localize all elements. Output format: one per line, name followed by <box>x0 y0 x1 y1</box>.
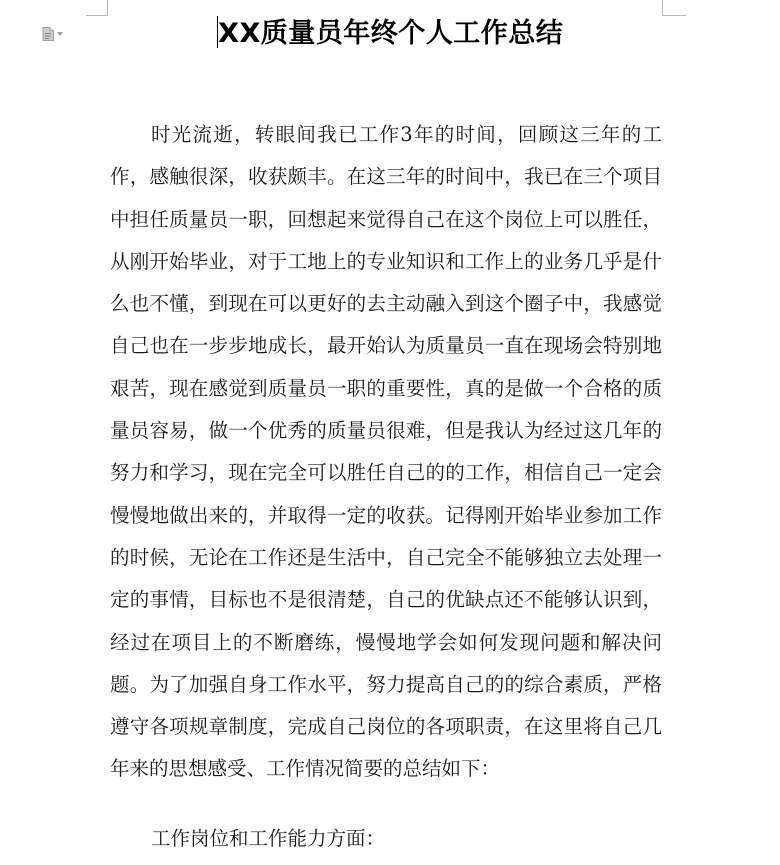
margin-crop-mark-top-left-vertical <box>107 0 108 15</box>
margin-crop-mark-top-right-vertical <box>662 0 663 15</box>
section-heading-job-position[interactable]: 工作岗位和工作能力方面： <box>151 827 386 850</box>
document-title[interactable] <box>0 14 780 54</box>
document-title-text: XX质量员年终个人工作总结 <box>218 18 564 49</box>
body-paragraph[interactable]: 时光流逝，转眼间我已工作3年的时间，回顾这三年的工作，感触很深，收获颇丰。在这三年的时间中，我已在三个项目中担任质量员一职，回想起来觉得自己在这个岗位上可以胜任，从刚开始毕业，对于工地上的专业知识和工作上的业务几乎是什么也不懂，到现在可以更好的去主动融入到这个圈子中，我感觉自己也在一步步地成长，最开始认为质量员一直在现场会特别地艰苦，现在感觉到质量员一职的重要性，真的是做一个合格的质量员容易，做一个优秀的质量员很难，但是我认为经过这几年的努力和学习，现在完全可以胜任自己的的工作，相信自己一定会慢慢地做出来的，并取得一定的收获。记得刚开始毕业参加工作的时候，无论在工作还是生活中，自己完全不能够独立去处理一定的事情，目标也不是很清楚，自己的优缺点还不能够认识到，经过在项目上的不断磨练，慢慢地学会如何发现问题和解决问题。为了加强自身工作水平，努力提高自己的的综合素质，严格遵守各项规章制度，完成自己岗位的各项职责，在这里将自己几年来的思想感受、工作情况简要的总结如下： <box>110 123 662 781</box>
